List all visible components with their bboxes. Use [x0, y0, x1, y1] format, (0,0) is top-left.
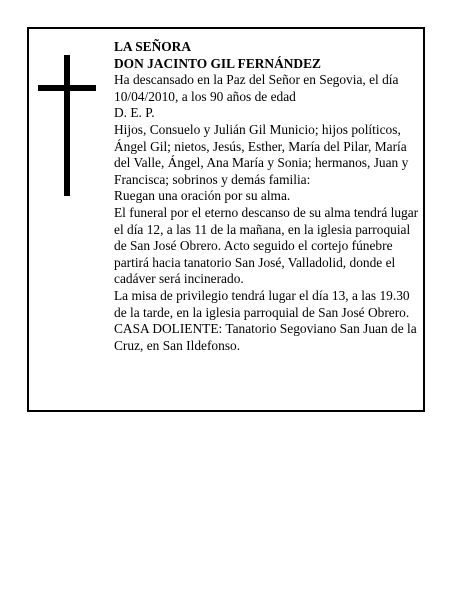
rest-in-peace: D. E. P. [114, 105, 155, 121]
obituary-text-block [114, 39, 419, 354]
mass-details: La misa de privilegio tendrá lugar el día 13, a las 19.30 de la tarde, en la iglesia parroquial de San José Obrero. [114, 287, 410, 320]
deceased-name: DON JACINTO GIL FERNÁNDEZ [114, 55, 321, 71]
deceased-title: LA SEÑORA [114, 39, 192, 54]
prayer-request: Ruegan una oración por su alma. [114, 188, 291, 204]
latin-cross-icon [64, 55, 70, 196]
latin-cross-icon-arm [38, 85, 96, 91]
mourning-house: CASA DOLIENTE: Tanatorio Segoviano San Juan de la Cruz, en San Ildefonso. [114, 321, 417, 353]
family-list: Hijos, Consuelo y Julián Gil Municio; hijos políticos, Ángel Gil; nietos, Jesús, Esther, María del Pilar, María del Valle, Ángel, Ana María y Sonia; hermanos, Juan y Francisca; sobrinos y demás familia: [114, 121, 409, 187]
death-announcement: Ha descansado en la Paz del Señor en Segovia, el día 10/04/2010, a los 90 años de edad [114, 72, 399, 104]
funeral-details: El funeral por el eterno descanso de su alma tendrá lugar el día 12, a las 11 de la mañana, en la iglesia parroquial de San José Obrero. Acto seguido el cortejo fúnebre partirá hacia tanatorio San José, Valladolid, donde el cadáver será incinerado. [114, 204, 419, 287]
